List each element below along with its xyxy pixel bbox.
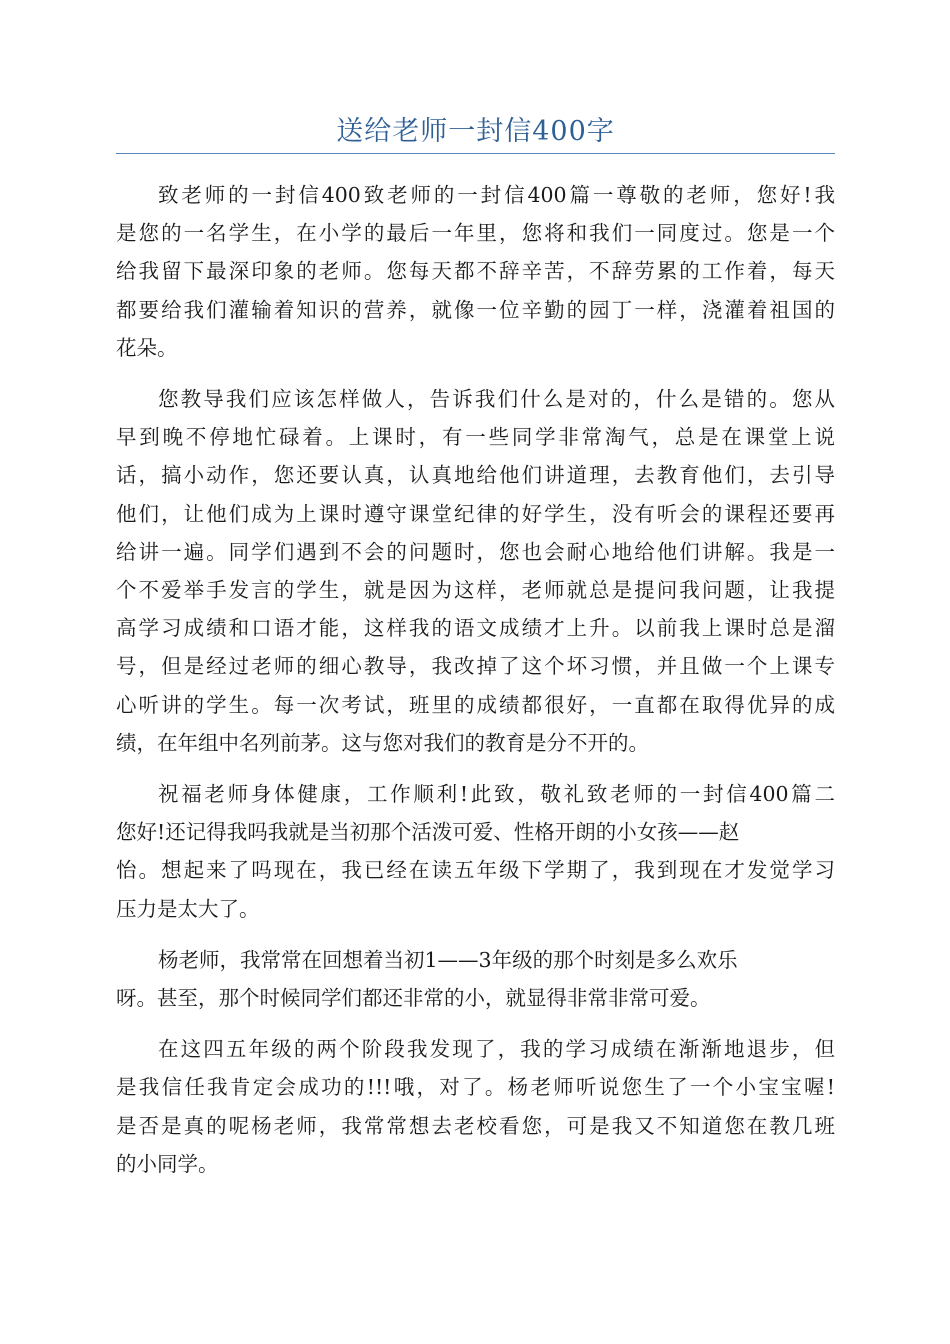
text-line: 给我留下最深印象的老师。您每天都不辞辛苦，不辞劳累的工作着，每天 — [116, 259, 835, 284]
document-title: 送给老师一封信400字 — [336, 116, 615, 147]
text-line: 早到晚不停地忙碌着。上课时，有一些同学非常淘气，总是在课堂上说 — [116, 425, 835, 450]
text-line: 呀。甚至，那个时候同学们都还非常的小，就显得非常非常可爱。 — [116, 986, 711, 1011]
text-line: 怡。想起来了吗现在，我已经在读五年级下学期了，我到现在才发觉学习 — [116, 858, 835, 883]
text-line: 心听讲的学生。每一次考试，班里的成绩都很好，一直都在取得优异的成 — [116, 692, 835, 717]
text-line: 高学习成绩和口语才能，这样我的语文成绩才上升。以前我上课时总是溜 — [116, 616, 835, 641]
text-line: 是您的一名学生，在小学的最后一年里，您将和我们一同度过。您是一个 — [116, 221, 835, 246]
title-underline — [116, 153, 835, 154]
text-line: 话，搞小动作，您还要认真，认真地给他们讲道理，去教育他们，去引导 — [116, 463, 835, 488]
text-line: 您教导我们应该怎样做人，告诉我们什么是对的，什么是错的。您从 — [158, 387, 835, 412]
text-line: 您好!还记得我吗我就是当初那个活泼可爱、性格开朗的小女孩——赵 — [116, 820, 740, 845]
paragraph — [116, 775, 835, 928]
text-line: 在这四五年级的两个阶段我发现了，我的学习成绩在渐渐地退步，但 — [158, 1037, 835, 1062]
text-line: 祝福老师身体健康，工作顺利!此致，敬礼致老师的一封信400篇二 — [158, 782, 835, 807]
text-line: 号，但是经过老师的细心教导，我改掉了这个坏习惯，并且做一个上课专 — [116, 654, 835, 679]
paragraph — [116, 1030, 835, 1183]
paragraph — [116, 176, 835, 367]
text-line: 绩，在年组中名列前茅。这与您对我们的教育是分不开的。 — [116, 730, 649, 755]
text-line: 都要给我们灌输着知识的营养，就像一位辛勤的园丁一样，浇灌着祖国的 — [116, 297, 835, 322]
text-line: 杨老师，我常常在回想着当初1——3年级的那个时刻是多么欢乐 — [158, 947, 738, 972]
text-line: 他们，让他们成为上课时遵守课堂纪律的好学生，没有听会的课程还要再 — [116, 501, 835, 526]
text-line: 的小同学。 — [116, 1151, 219, 1176]
text-line: 是我信任我肯定会成功的!!!哦，对了。杨老师听说您生了一个小宝宝喔! — [116, 1075, 835, 1100]
text-line: 压力是太大了。 — [116, 896, 260, 921]
text-line: 花朵。 — [116, 335, 178, 360]
text-line: 个不爱举手发言的学生，就是因为这样，老师就总是提问我问题，让我提 — [116, 578, 835, 603]
document-body — [116, 176, 835, 1196]
paragraph — [116, 380, 835, 762]
text-line: 给讲一遍。同学们遇到不会的问题时，您也会耐心地给他们讲解。我是一 — [116, 539, 835, 564]
text-line: 是否是真的呢杨老师，我常常想去老校看您，可是我又不知道您在教几班 — [116, 1113, 835, 1138]
paragraph — [116, 941, 835, 1017]
text-line: 致老师的一封信400致老师的一封信400篇一尊敬的老师，您好!我 — [158, 183, 835, 207]
